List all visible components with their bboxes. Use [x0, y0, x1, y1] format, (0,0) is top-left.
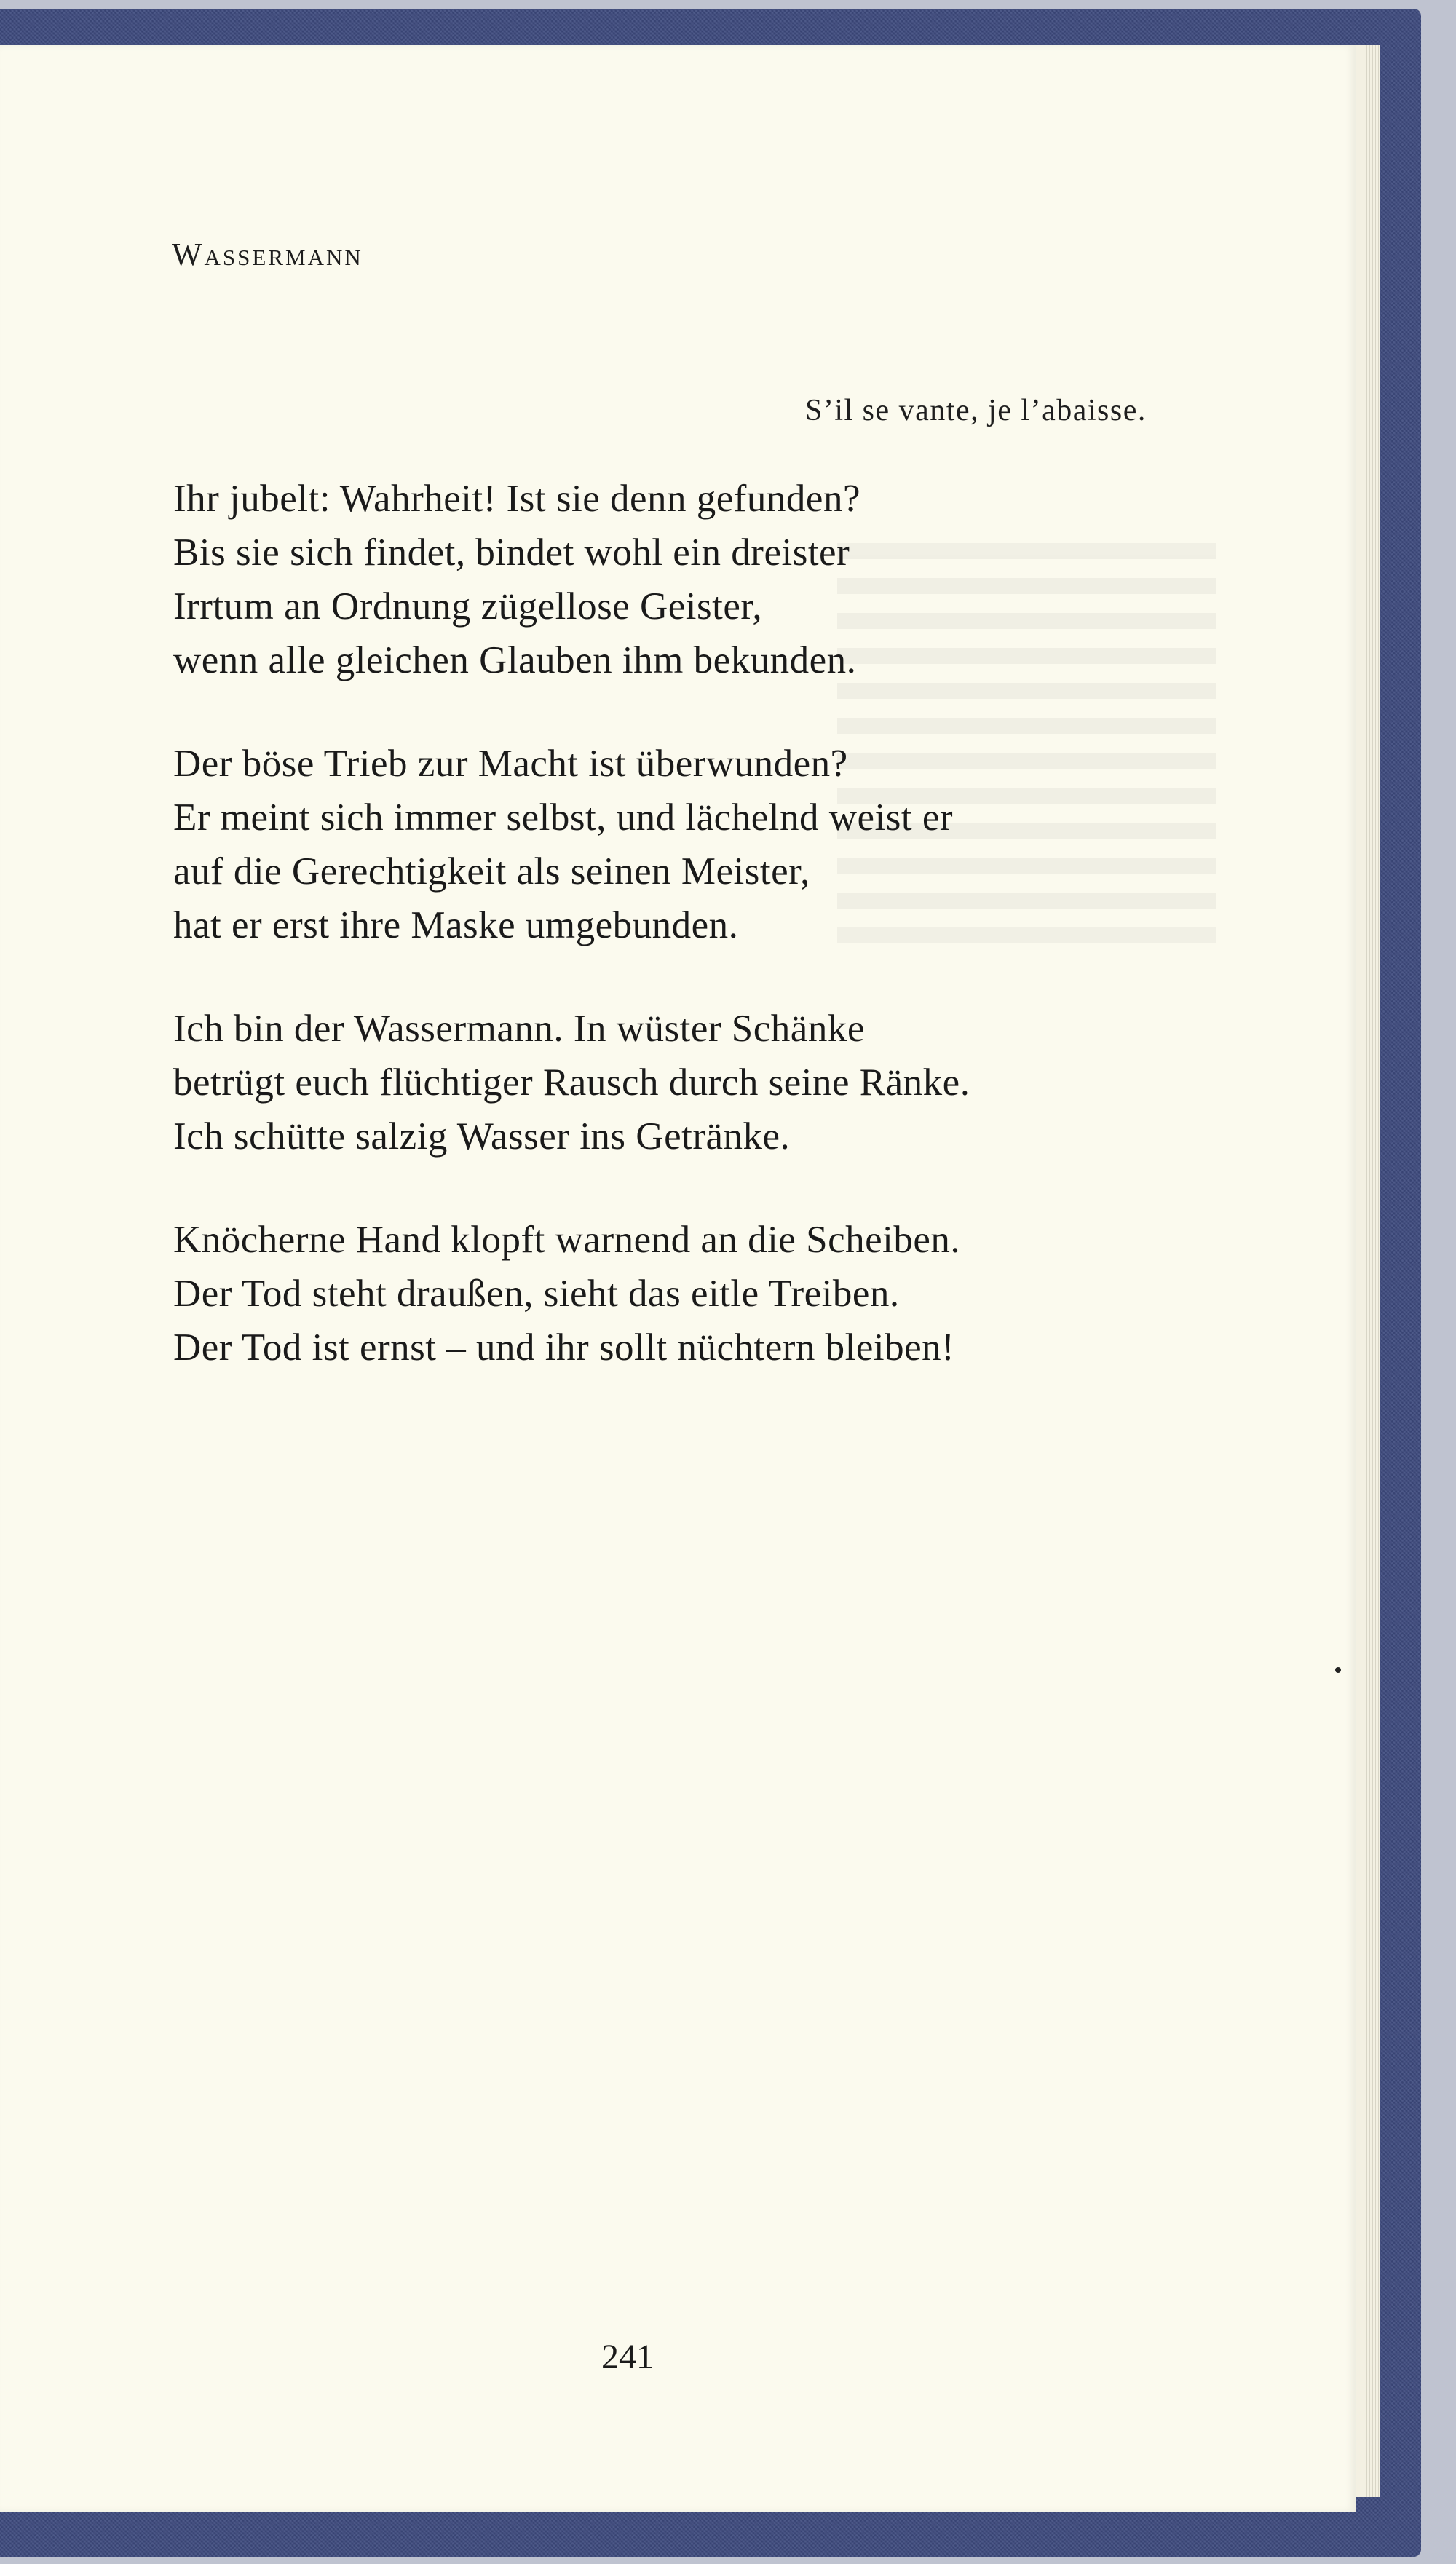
dust-speck: [1335, 1667, 1341, 1673]
verse-line: Er meint sich immer selbst, und lächelnd weist er: [173, 796, 953, 839]
verse-line: Ich schütte salzig Wasser ins Getränke.: [173, 1115, 791, 1158]
stanza-2: [173, 737, 1192, 952]
verse-line: Knöcherne Hand klopft warnend an die Scheiben.: [173, 1219, 961, 1261]
book-page: [0, 45, 1356, 2512]
poem: [173, 472, 1192, 1374]
verse-line: wenn alle gleichen Glauben ihm bekunden.: [173, 639, 857, 681]
verse-line: Irrtum an Ordnung zügellose Geister,: [173, 585, 763, 628]
epigraph: S’il se vante, je l’abaisse.: [805, 394, 1147, 427]
verse-line: auf die Gerechtigkeit als seinen Meister,: [173, 850, 810, 893]
verse-line: Der Tod steht draußen, sieht das eitle Treiben.: [173, 1273, 900, 1315]
running-head: Wassermann: [172, 237, 363, 272]
stanza-4: [173, 1213, 1192, 1374]
verse-line: hat er erst ihre Maske umgebunden.: [173, 904, 739, 946]
verse-line: betrügt euch flüchtiger Rausch durch seine Ränke.: [173, 1061, 970, 1104]
verse-line: Bis sie sich findet, bindet wohl ein dreister: [173, 531, 850, 574]
stanza-1: [173, 472, 1192, 687]
verse-line: Ich bin der Wassermann. In wüster Schänke: [173, 1008, 865, 1050]
stanza-3: [173, 1002, 1192, 1163]
verse-line: Ihr jubelt: Wahrheit! Ist sie denn gefunden?: [173, 478, 860, 520]
verse-line: Der böse Trieb zur Macht ist überwunden?: [173, 743, 848, 785]
page-number: 241: [601, 2338, 654, 2376]
verse-line: Der Tod ist ernst – und ihr sollt nüchtern bleiben!: [173, 1326, 955, 1369]
